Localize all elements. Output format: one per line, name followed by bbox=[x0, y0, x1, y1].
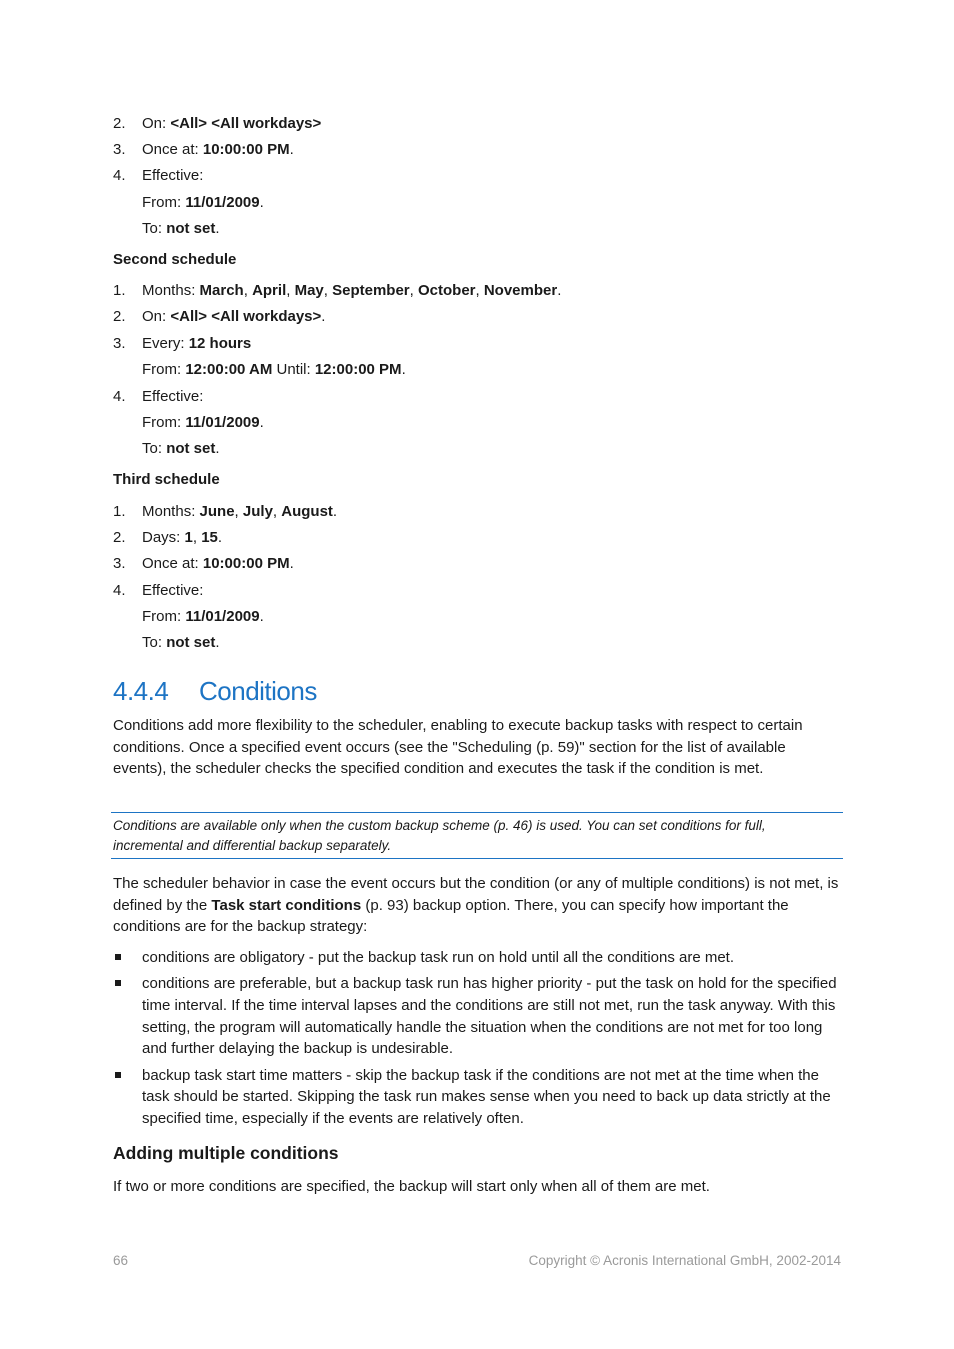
section-number: 4.4.4 bbox=[113, 676, 169, 706]
list-item: conditions are obligatory - put the backup task run on hold until all the conditions are met. bbox=[113, 947, 843, 969]
section-heading bbox=[113, 673, 317, 709]
first-schedule-effective-from: From: 11/01/2009. bbox=[142, 194, 264, 211]
copyright-footer: Copyright © Acronis International GmbH, 2002-2014 bbox=[528, 1253, 841, 1268]
page-number: 66 bbox=[113, 1253, 129, 1268]
behavior-paragraph: The scheduler behavior in case the event occurs but the condition (or any of multiple conditions) is not met, is defined by the Task start conditions (p. 93) backup option. There, you can specify how important the conditions are for the backup strategy: bbox=[113, 875, 839, 936]
multiple-conditions-paragraph: If two or more conditions are specified, the backup will start only when all of them are met. bbox=[113, 1178, 710, 1195]
adding-conditions-heading: Adding multiple conditions bbox=[113, 1143, 339, 1163]
second-schedule-every-range: From: 12:00:00 AM Until: 12:00:00 PM. bbox=[142, 361, 406, 378]
note-text: Conditions are available only when the custom backup scheme (p. 46) is used. You can set conditions for full, incremental and differential backup separately. bbox=[113, 818, 766, 853]
list-item: backup task start time matters - skip the backup task if the conditions are not met at the time when the task should be started. Skipping the task run makes sense when you need to back up data strictly at the specified time, especially if the events are relatively often. bbox=[113, 1065, 843, 1130]
third-schedule-heading: Third schedule bbox=[113, 471, 220, 488]
third-schedule-effective-to: To: not set. bbox=[142, 634, 220, 651]
list-item: conditions are preferable, but a backup task run has higher priority - put the task on hold for the specified time interval. If the time interval lapses and the conditions are still not met, run the task anyway. With this setting, the program will automatically handle the situation when the conditions are not met for too long and further delaying the backup is undesirable. bbox=[113, 973, 843, 1060]
condition-options-list bbox=[113, 947, 843, 1134]
bullet-square-icon bbox=[115, 1072, 121, 1078]
third-schedule-effective-from: From: 11/01/2009. bbox=[142, 608, 264, 625]
second-schedule-heading: Second schedule bbox=[113, 251, 237, 268]
bullet-square-icon bbox=[115, 954, 121, 960]
second-schedule-effective-to: To: not set. bbox=[142, 440, 220, 457]
second-schedule-effective-from: From: 11/01/2009. bbox=[142, 414, 264, 431]
note-box bbox=[111, 812, 843, 859]
intro-paragraph: Conditions add more flexibility to the scheduler, enabling to execute backup tasks with respect to certain conditions. Once a specified event occurs (see the "Scheduling (p. 59)" section for the list of available events), the scheduler checks the specified condition and executes the task if the condition is met. bbox=[113, 717, 803, 778]
section-title: Conditions bbox=[199, 676, 317, 706]
bullet-square-icon bbox=[115, 980, 121, 986]
first-schedule-effective-to: To: not set. bbox=[142, 220, 220, 237]
